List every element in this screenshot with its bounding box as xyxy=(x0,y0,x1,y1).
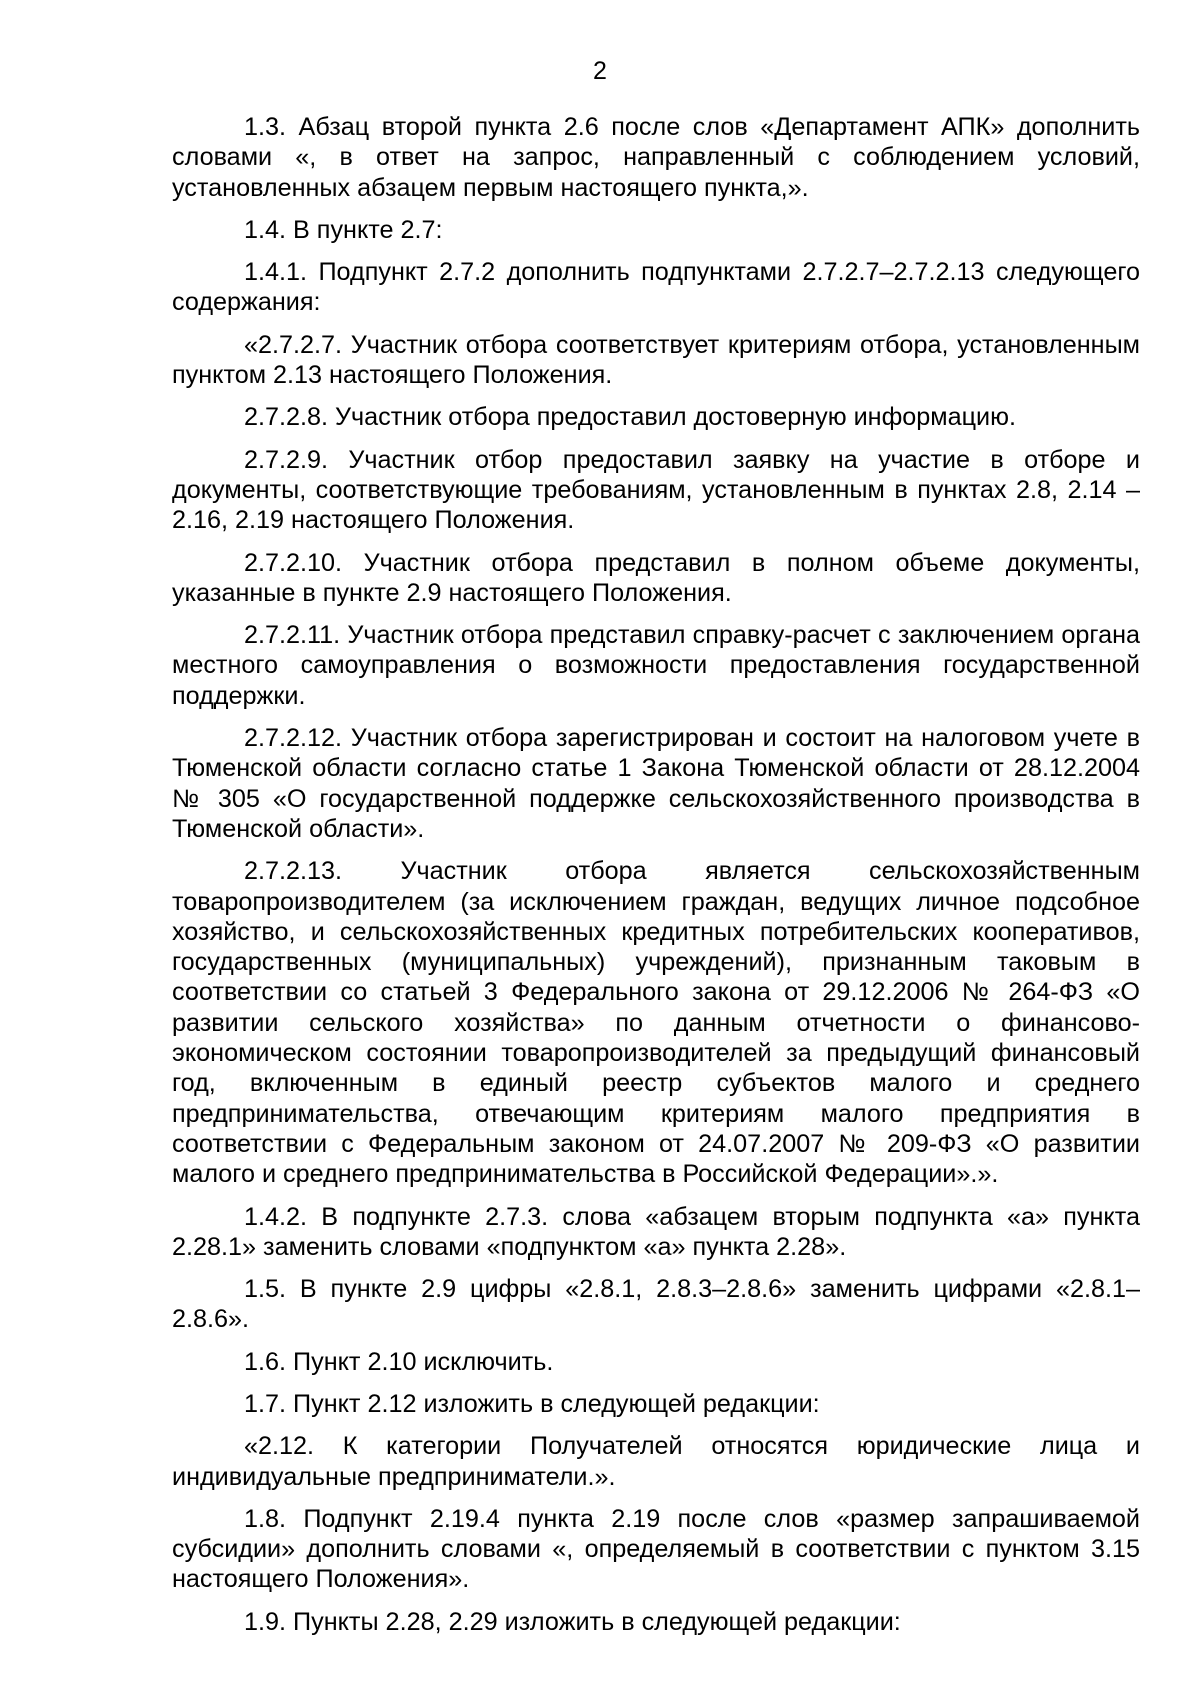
paragraph-2-7-2-12: 2.7.2.12. Участник отбора зарегистрирован и состоит на налоговом учете в Тюменской области согласно статье 1 Закона Тюменской области от 28.12.2004 № 305 «О государственной поддержке сельскохозяйственного производства в Тюменской области». xyxy=(172,724,1140,843)
paragraph-2-7-2-9: 2.7.2.9. Участник отбор предоставил заявку на участие в отборе и документы, соответствующие требованиям, установленным в пунктах 2.8, 2.14 –2.16, 2.19 настоящего Положения. xyxy=(172,445,1140,535)
paragraph-1-6: 1.6. Пункт 2.10 исключить. xyxy=(244,1347,554,1376)
paragraph-2-7-2-11: 2.7.2.11. Участник отбора представил справку-расчет с заключением органа местного самоуправления о возможности предоставления государственной поддержки. xyxy=(172,621,1140,710)
page-number: 2 xyxy=(593,57,607,85)
paragraph-1-3: 1.3. Абзац второй пункта 2.6 после слов «Департамент АПК» дополнить словами «, в ответ на запрос, направленный с соблюдением условий, установленных абзацем первым настоящего пункта,». xyxy=(172,113,1140,202)
paragraph-1-5: 1.5. В пункте 2.9 цифры «2.8.1, 2.8.3–2.8.6» заменить цифрами «2.8.1–2.8.6». xyxy=(172,1275,1140,1334)
paragraph-1-8: 1.8. Подпункт 2.19.4 пункта 2.19 после слов «размер запрашиваемой субсидии» дополнить словами «, определяемый в соответствии с пунктом 3.15 настоящего Положения». xyxy=(172,1504,1140,1594)
paragraph-2-7-2-8: 2.7.2.8. Участник отбора предоставил достоверную информацию. xyxy=(244,403,1017,432)
paragraph-1-7: 1.7. Пункт 2.12 изложить в следующей редакции: xyxy=(244,1389,820,1418)
paragraph-2-7-2-13: 2.7.2.13. Участник отбора является сельскохозяйственным товаропроизводителем (за исключением граждан, ведущих личное подсобное хозяйство, и сельскохозяйственных кредитных потребительских кооперативов, государственных (муниципальных) учреждений), признанным таковым в соответствии со статьей 3 Федерального закона от 29.12.2006 № 264-ФЗ «О развитии сельского хозяйства» по данным отчетности о финансово-экономическом состоянии товаропроизводителей за предыдущий финансовый год, включенным в единый реестр субъектов малого и среднего предпринимательства, отвечающим критериям малого предприятия в соответствии с Федеральным законом от 24.07.2007 № 209-ФЗ «О развитии малого и среднего предпринимательства в Российской Федерации».». xyxy=(172,857,1140,1189)
paragraph-2-7-2-10: 2.7.2.10. Участник отбора представил в полном объеме документы, указанные в пункте 2.9 настоящего Положения. xyxy=(172,548,1140,607)
paragraph-2-7-2-7: «2.7.2.7. Участник отбора соответствует критериям отбора, установленным пунктом 2.13 настоящего Положения. xyxy=(172,330,1140,390)
paragraph-1-4: 1.4. В пункте 2.7: xyxy=(244,215,443,244)
document-body xyxy=(172,112,1140,1649)
paragraph-2-12: «2.12. К категории Получателей относятся юридические лица и индивидуальные предприниматели.». xyxy=(172,1432,1140,1491)
paragraph-1-9: 1.9. Пункты 2.28, 2.29 изложить в следующей редакции: xyxy=(244,1607,901,1636)
paragraph-1-4-1: 1.4.1. Подпункт 2.7.2 дополнить подпунктами 2.7.2.7–2.7.2.13 следующего содержания: xyxy=(172,258,1140,317)
paragraph-1-4-2: 1.4.2. В подпункте 2.7.3. слова «абзацем вторым подпункта «а» пункта 2.28.1» заменить словами «подпунктом «а» пункта 2.28». xyxy=(172,1202,1140,1261)
